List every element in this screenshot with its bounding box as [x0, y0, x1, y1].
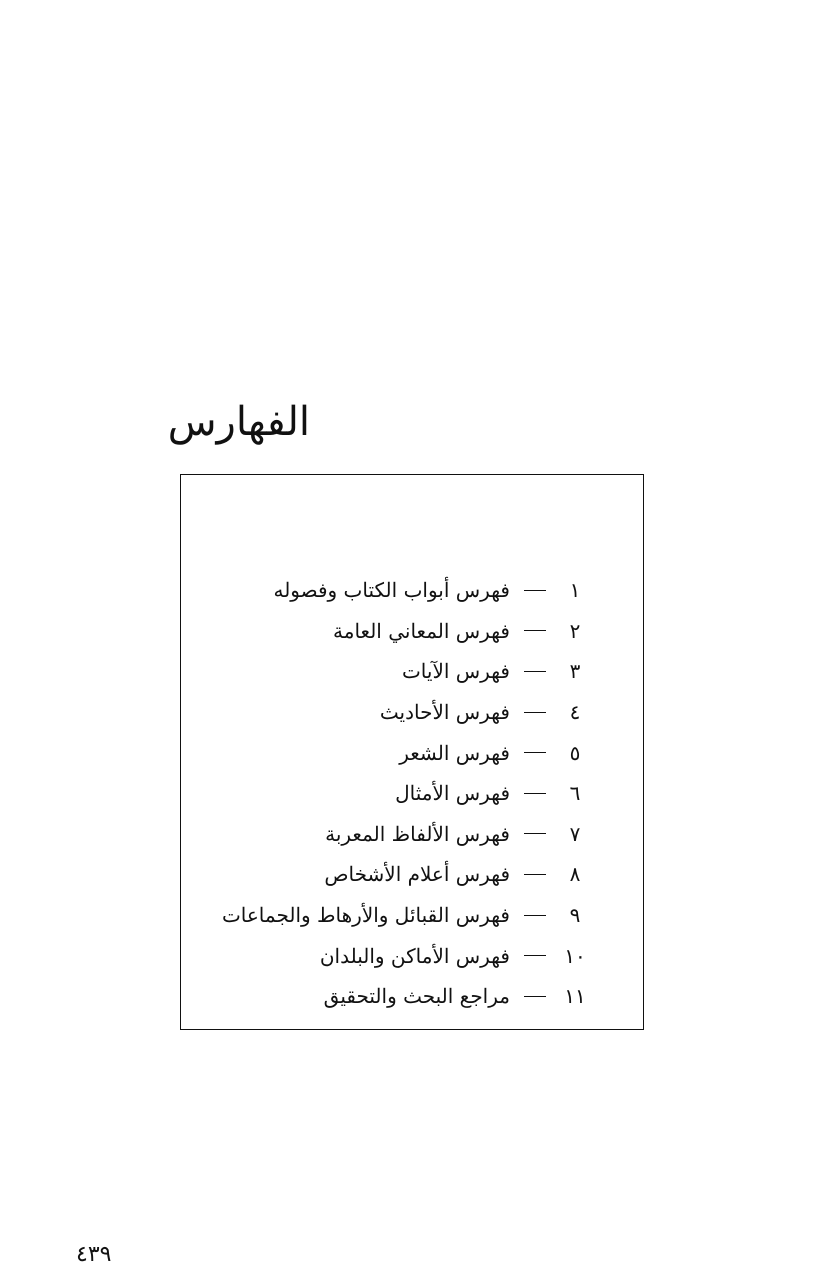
- toc-item-number: ١١: [564, 984, 586, 1009]
- toc-item: [222, 611, 595, 652]
- toc-item-label: فهرس أعلام الأشخاص: [324, 862, 510, 887]
- toc-item: [222, 692, 595, 733]
- toc-item-label: فهرس الأمثال: [395, 781, 510, 806]
- toc-item-label: فهرس أبواب الكتاب وفصوله: [273, 578, 510, 603]
- toc-item-number: ٨: [569, 862, 581, 887]
- toc-item-dash: [524, 874, 546, 875]
- toc-item-number: ٧: [569, 821, 581, 846]
- toc-item-number: ١: [569, 578, 581, 603]
- toc-item: [222, 651, 595, 692]
- toc-item: [222, 895, 595, 936]
- table-of-contents-box: [180, 474, 644, 1030]
- toc-item: [222, 773, 595, 814]
- toc-item: [222, 814, 595, 855]
- toc-item-label: فهرس الآيات: [401, 659, 510, 684]
- toc-item-number: ٥: [569, 740, 581, 765]
- toc-item: [222, 935, 595, 976]
- toc-item-label: فهرس القبائل والأرهاط والجماعات: [221, 903, 510, 928]
- toc-item-label: فهرس الأماكن والبلدان: [319, 943, 510, 968]
- toc-item-label: فهرس المعاني العامة: [333, 618, 510, 643]
- toc-item-dash: [524, 833, 546, 834]
- toc-item-label: فهرس الألفاظ المعربة: [325, 821, 510, 846]
- toc-item: [222, 854, 595, 895]
- toc-item-dash: [524, 590, 546, 591]
- toc-item-dash: [524, 671, 546, 672]
- toc-item-label: فهرس الأحاديث: [379, 700, 510, 725]
- toc-item-dash: [524, 793, 546, 794]
- toc-item-number: ٦: [569, 781, 581, 806]
- toc-item: [222, 976, 595, 1017]
- toc-item-label: فهرس الشعر: [399, 740, 510, 765]
- toc-item-number: ٢: [569, 618, 581, 643]
- toc-item-number: ٤: [569, 700, 581, 725]
- toc-item-dash: [524, 630, 546, 631]
- toc-item-dash: [524, 915, 546, 916]
- page-title: الفهارس: [167, 399, 310, 445]
- toc-item-label: مراجع البحث والتحقيق: [323, 984, 510, 1009]
- toc-item-number: ٩: [569, 903, 581, 928]
- toc-item-number: ٣: [569, 659, 581, 684]
- toc-item-dash: [524, 955, 546, 956]
- toc-list: [222, 570, 595, 1017]
- page-number: ٤٣٩: [76, 1242, 112, 1267]
- toc-item-dash: [524, 996, 546, 997]
- toc-item: [222, 570, 595, 611]
- toc-item-dash: [524, 752, 546, 753]
- toc-item: [222, 732, 595, 773]
- toc-item-number: ١٠: [564, 943, 586, 968]
- toc-item-dash: [524, 712, 546, 713]
